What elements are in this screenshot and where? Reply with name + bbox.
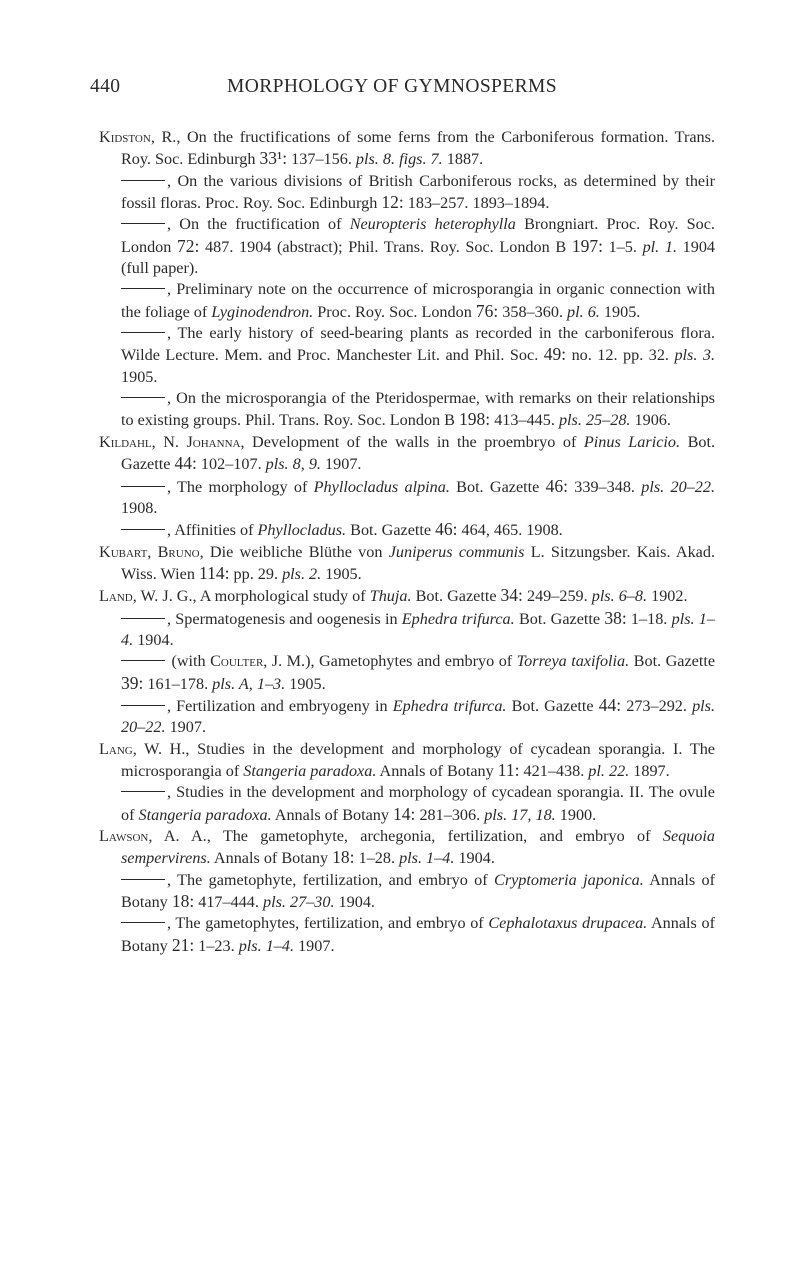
bibliography-entry: , Preliminary note on the occurrence of microsporangia in organic connection with the foliage of Lyginodendron. Proc. Roy. Soc. London 76: 358–360. pl. 6. 1905. [121,280,715,321]
ditto-dash [121,486,165,487]
bibliography-entry: , Affinities of Phyllocladus. Bot. Gazette 46: 464, 465. 1908. [99,519,715,541]
bibliography-entry: Kidston, R., On the fructifications of some ferns from the Carboniferous formation. Trans. Roy. Soc. Edinburgh 33¹: 137–156. pls. 8. figs. 7. 1887. [99,128,715,169]
ditto-dash [121,223,165,224]
ditto-dash [121,397,165,398]
bibliography-entry: Land, W. J. G., A morphological study of Thuja. Bot. Gazette 34: 249–259. pls. 6–8. 1902. [99,585,688,606]
ditto-dash [121,705,165,706]
bibliography-entry: , The early history of seed-bearing plants as recorded in the carboniferous flora. Wilde Lecture. Mem. and Proc. Manchester Lit. and Phil. Soc. 49: no. 12. pp. 32. pls. 3. 1905. [121,324,715,386]
ditto-dash [121,879,165,880]
ditto-dash [121,332,165,333]
bibliography-entry: , On the various divisions of British Carboniferous rocks, as determined by their fossil floras. Proc. Roy. Soc. Edinburgh 12: 183–257. 1893–1894. [121,171,715,213]
bibliography-entry: Kildahl, N. Johanna, Development of the walls in the proembryo of Pinus Laricio. Bot. Gazette 44: 102–107. pls. 8, 9. 1907. [99,432,716,474]
bibliography-entry: , Studies in the development and morphology of cycadean sporangia. II. The ovule of Stangeria paradoxa. Annals of Botany 14: 281–306. pls. 17, 18. 1900. [121,783,715,824]
bibliography-entry: (with Coulter, J. M.), Gametophytes and embryo of Torreya taxifolia. Bot. Gazette 39: 161–178. pls. A, 1–3. 1905. [121,652,715,693]
ditto-dash [121,922,165,923]
page-number: 440 [90,76,121,97]
bibliography-entry: Kubart, Bruno, Die weibliche Blüthe von Juniperus communis L. Sitzungsber. Kais. Akad. Wiss. Wien 114: pp. 29. pls. 2. 1905. [99,542,715,583]
ditto-dash [121,180,165,181]
ditto-dash [121,288,165,289]
ditto-dash [121,529,165,530]
ditto-dash [121,791,165,792]
bibliography-entry: , On the fructification of Neuropteris heterophylla Brongniart. Proc. Roy. Soc. London 72: 487. 1904 (abstract); Phil. Trans. Roy. Soc. London B 197: 1–5. pl. 1. 1904 (full paper). [121,215,716,278]
running-header [90,76,710,106]
ditto-dash [121,618,165,619]
bibliography-entry: , Spermatogenesis and oogenesis in Ephedra trifurca. Bot. Gazette 38: 1–18. pls. 1–4. 1904. [121,607,715,649]
bibliography-entry: Lawson, A. A., The gametophyte, archegonia, fertilization, and embryo of Sequoia sempervirens. Annals of Botany 18: 1–28. pls. 1–4. 1904. [99,827,715,868]
bibliography-entry: , On the microsporangia of the Pteridospermae, with remarks on their relationships to existing groups. Phil. Trans. Roy. Soc. London B 198: 413–445. pls. 25–28. 1906. [121,389,715,430]
bibliography-list [99,127,715,957]
running-title: MORPHOLOGY OF GYMNOSPERMS [227,76,558,97]
bibliography-entry: Lang, W. H., Studies in the development and morphology of cycadean sporangia. I. The microsporangia of Stangeria paradoxa. Annals of Botany 11: 421–438. pl. 22. 1897. [99,739,715,780]
ditto-dash [121,660,165,661]
bibliography-entry: , The morphology of Phyllocladus alpina. Bot. Gazette 46: 339–348. pls. 20–22. 1908. [121,475,716,517]
bibliography-entry: , The gametophytes, fertilization, and embryo of Cephalotaxus drupacea. Annals of Botany 21: 1–23. pls. 1–4. 1907. [121,914,715,955]
bibliography-entry: , Fertilization and embryogeny in Ephedra trifurca. Bot. Gazette 44: 273–292. pls. 20–22. 1907. [121,694,716,737]
bibliography-entry: , The gametophyte, fertilization, and embryo of Cryptomeria japonica. Annals of Botany 18: 417–444. pls. 27–30. 1904. [121,870,715,912]
